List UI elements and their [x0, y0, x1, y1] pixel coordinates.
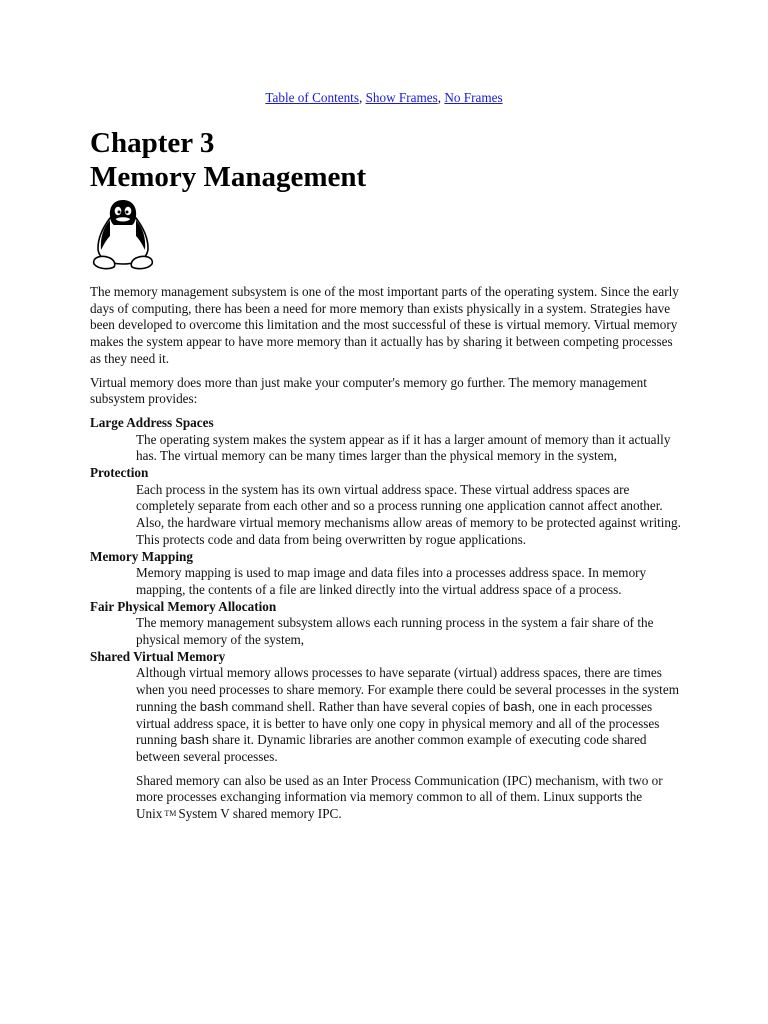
chapter-title — [90, 126, 366, 194]
text-run: share it. Dynamic libraries are another common example of executing code shared between several processes. — [136, 732, 647, 764]
desc-shared-virtual-memory — [136, 665, 684, 822]
term-fair-physical-memory-allocation: Fair Physical Memory Allocation — [90, 598, 277, 614]
desc-protection: Each process in the system has its own virtual address space. These virtual address spaces are completely separate from each other and so a process running one application cannot affect another. Also, the hardware virtual memory mechanisms allow areas of memory to be protected against writing. This protects code and data from being overwritten by rogue applications. — [136, 481, 681, 547]
desc-memory-mapping: Memory mapping is used to map image and data files into a processes address space. In memory mapping, the contents of a file are linked directly into the virtual address space of a process. — [136, 565, 647, 597]
chapter-body — [90, 284, 684, 830]
show-frames-link[interactable]: Show Frames — [365, 90, 438, 105]
text-run: command shell. Rather than have several copies of — [228, 698, 503, 714]
term-shared-virtual-memory: Shared Virtual Memory — [90, 648, 226, 664]
feature-list — [90, 415, 684, 823]
intro-paragraph: The memory management subsystem is one of the most important parts of the operating system. Since the early days of computing, there has been a need for more memory than exists physically in a system. Strategies have been developed to overcome this limitation and the most successful of these is virtual memory. Virtual memory makes the system appear to have more memory than it actually has by sharing it between competing processes as they need it. — [90, 284, 679, 366]
chapter-number: Chapter 3 — [90, 127, 215, 159]
no-frames-link[interactable]: No Frames — [444, 90, 503, 105]
text-run: Although virtual memory allows processes to have separate (virtual) address spaces, there are times when you need processes to share memory. For example there could be several processes in the system running the — [136, 665, 679, 714]
desc-large-address-spaces: The operating system makes the system appear as if it has a larger amount of memory than it actually has. The virtual memory can be many times larger than the physical memory in the system, — [136, 431, 671, 464]
trademark-mark: TM — [164, 809, 177, 819]
text-run: Shared memory can also be used as an Inter Process Communication (IPC) mechanism, with two or more processes exchanging information via memory common to all of them. Linux supports the Unix — [136, 772, 663, 822]
shared-vm-paragraph-2 — [136, 773, 684, 823]
table-of-contents-link[interactable]: Table of Contents — [265, 90, 359, 105]
term-memory-mapping: Memory Mapping — [90, 548, 193, 564]
nav-separator: , — [358, 90, 363, 105]
desc-fair-physical-memory-allocation: The memory management subsystem allows each running process in the system a fair share of the physical memory of the system, — [136, 615, 654, 648]
code-bash: bash — [503, 698, 532, 714]
text-run: , one in each processes virtual address space, it is better to have only one copy in physical memory and all of the processes running — [136, 698, 660, 748]
nav-separator: , — [437, 90, 442, 105]
navigation-links — [0, 90, 768, 107]
text-run: System V shared memory IPC. — [178, 806, 342, 822]
shared-vm-paragraph-1 — [136, 665, 684, 765]
code-bash: bash — [180, 732, 209, 748]
term-large-address-spaces: Large Address Spaces — [90, 414, 214, 430]
chapter-name: Memory Management — [90, 161, 367, 193]
term-protection: Protection — [90, 465, 149, 481]
provides-paragraph: Virtual memory does more than just make your computer's memory go further. The memory management subsystem provides: — [90, 374, 647, 407]
code-bash: bash — [199, 698, 229, 714]
tux-penguin-icon — [88, 198, 158, 272]
